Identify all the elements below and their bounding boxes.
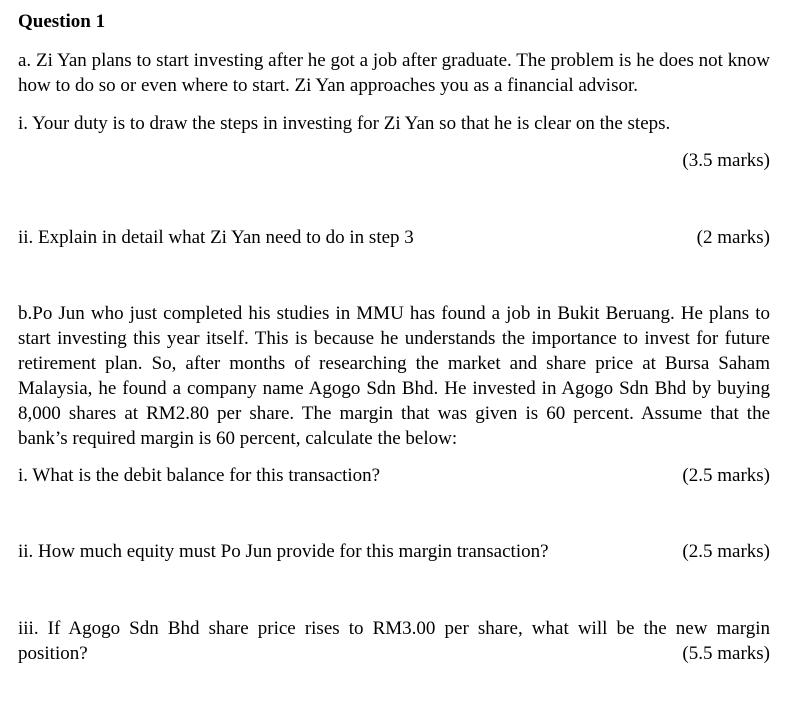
part-b-question-iii: iii. If Agogo Sdn Bhd share price rises to RM3.00 per share, what will be the new margin position? [18,618,770,664]
part-b-question-iii-marks: (5.5 marks) [682,643,770,664]
part-a-question-i: i. Your duty is to draw the steps in investing for Zi Yan so that he is clear on the steps. [18,113,671,134]
part-b-intro: b.Po Jun who just completed his studies in MMU has found a job in Bukit Beruang. He plans to start investing this year itself. This is because he understands the importance to invest for future retirement plan. So, after months of researching the market and share price at Bursa Saham Malaysia, he found a company name Agogo Sdn Bhd. He invested in Agogo Sdn Bhd by buying 8,000 shares at RM2.80 per share. The margin that was given is 60 percent. Assume that the bank’s required margin is 60 percent, calculate the below: [18,303,770,449]
part-b-question-ii: ii. How much equity must Po Jun provide for this margin transaction? [18,541,549,562]
part-b-question-ii-marks: (2.5 marks) [682,541,770,562]
part-a-question-ii: ii. Explain in detail what Zi Yan need to do in step 3 [18,227,414,248]
part-b-question-i-marks: (2.5 marks) [682,465,770,486]
part-a-question-ii-marks: (2 marks) [696,227,770,248]
part-b-question-i-row [18,463,770,488]
part-a-intro: a. Zi Yan plans to start investing after he got a job after graduate. The problem is he does not know how to do so or even where to start. Zi Yan approaches you as a financial advisor. [18,50,770,96]
part-a-question-i-marks: (3.5 marks) [682,150,770,171]
part-a-question-ii-row [18,225,770,250]
part-b-question-i: i. What is the debit balance for this transaction? [18,465,381,486]
question-title: Question 1 [18,11,106,32]
part-b-question-ii-row [18,539,770,564]
